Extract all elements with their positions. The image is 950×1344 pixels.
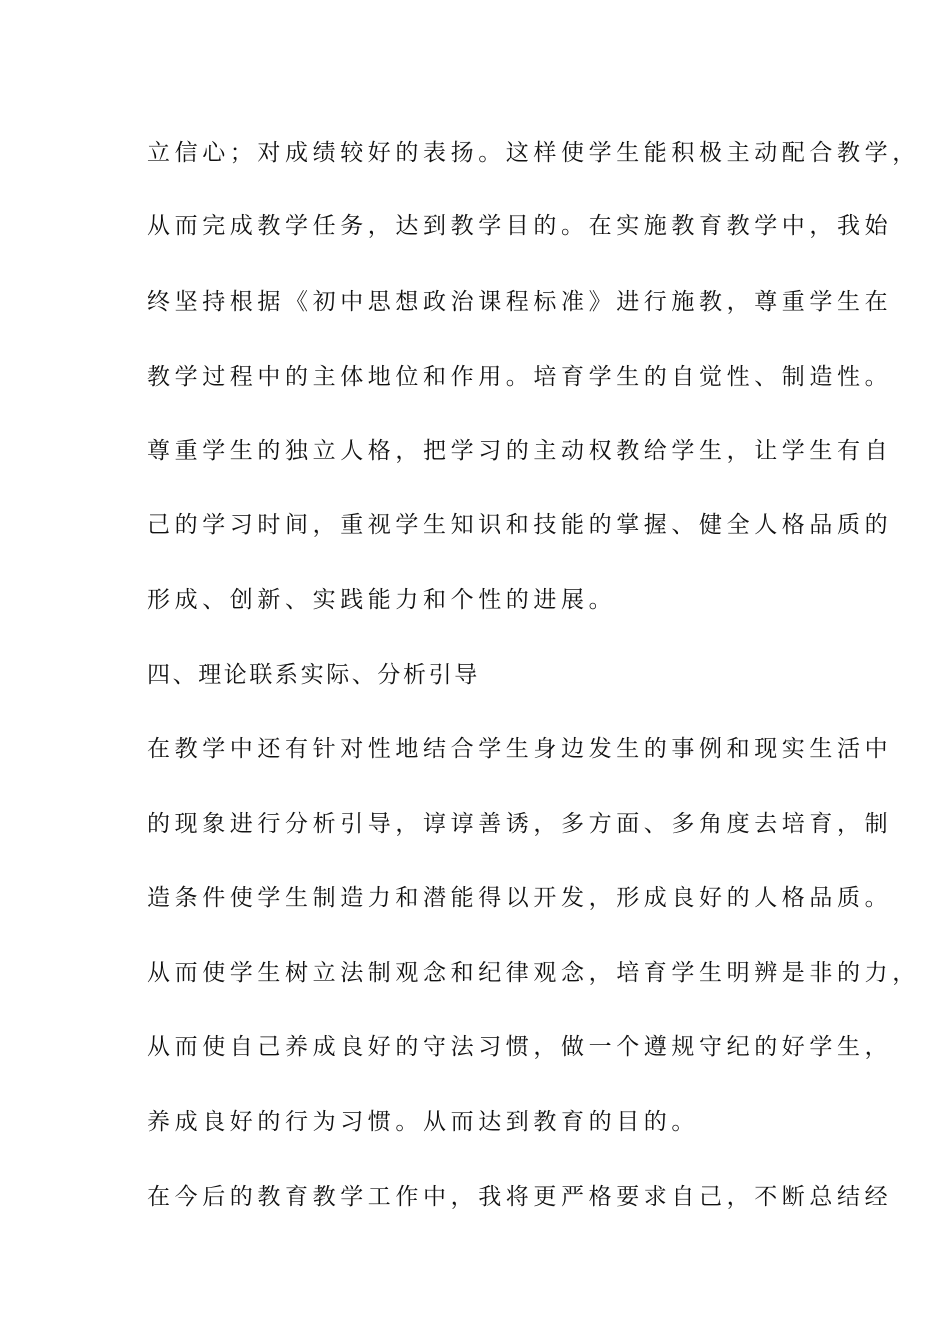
- body-text-line: 在今后的教育教学工作中，我将更严格要求自己，不断总结经: [147, 1184, 893, 1210]
- body-text-line: 己的学习时间，重视学生知识和技能的掌握、健全人格品质的: [147, 512, 893, 538]
- body-text-line: 教学过程中的主体地位和作用。培育学生的自觉性、制造性。: [147, 364, 893, 390]
- body-text-line: 从而使自己养成良好的守法习惯，做一个遵规守纪的好学生，: [147, 1034, 893, 1060]
- body-text-line: 从而使学生树立法制观念和纪律观念，培育学生明辨是非的力，: [147, 960, 920, 986]
- body-text-line: 在教学中还有针对性地结合学生身边发生的事例和现实生活中: [147, 736, 893, 762]
- body-text-line: 造条件使学生制造力和潜能得以开发，形成良好的人格品质。: [147, 885, 893, 911]
- body-text-line: 终坚持根据《初中思想政治课程标准》进行施教，尊重学生在: [147, 289, 893, 315]
- body-text-line: 形成、创新、实践能力和个性的进展。: [147, 587, 617, 613]
- body-text-line: 从而完成教学任务，达到教学目的。在实施教育教学中，我始: [147, 213, 893, 239]
- section-heading: 四、理论联系实际、分析引导: [147, 662, 480, 688]
- body-text-line: 的现象进行分析引导，谆谆善诱，多方面、多角度去培育，制: [147, 811, 893, 837]
- body-text-line: 立信心；对成绩较好的表扬。这样使学生能积极主动配合教学，: [147, 140, 920, 166]
- body-text-line: 养成良好的行为习惯。从而达到教育的目的。: [147, 1109, 699, 1135]
- body-text-line: 尊重学生的独立人格，把学习的主动权教给学生，让学生有自: [147, 438, 893, 464]
